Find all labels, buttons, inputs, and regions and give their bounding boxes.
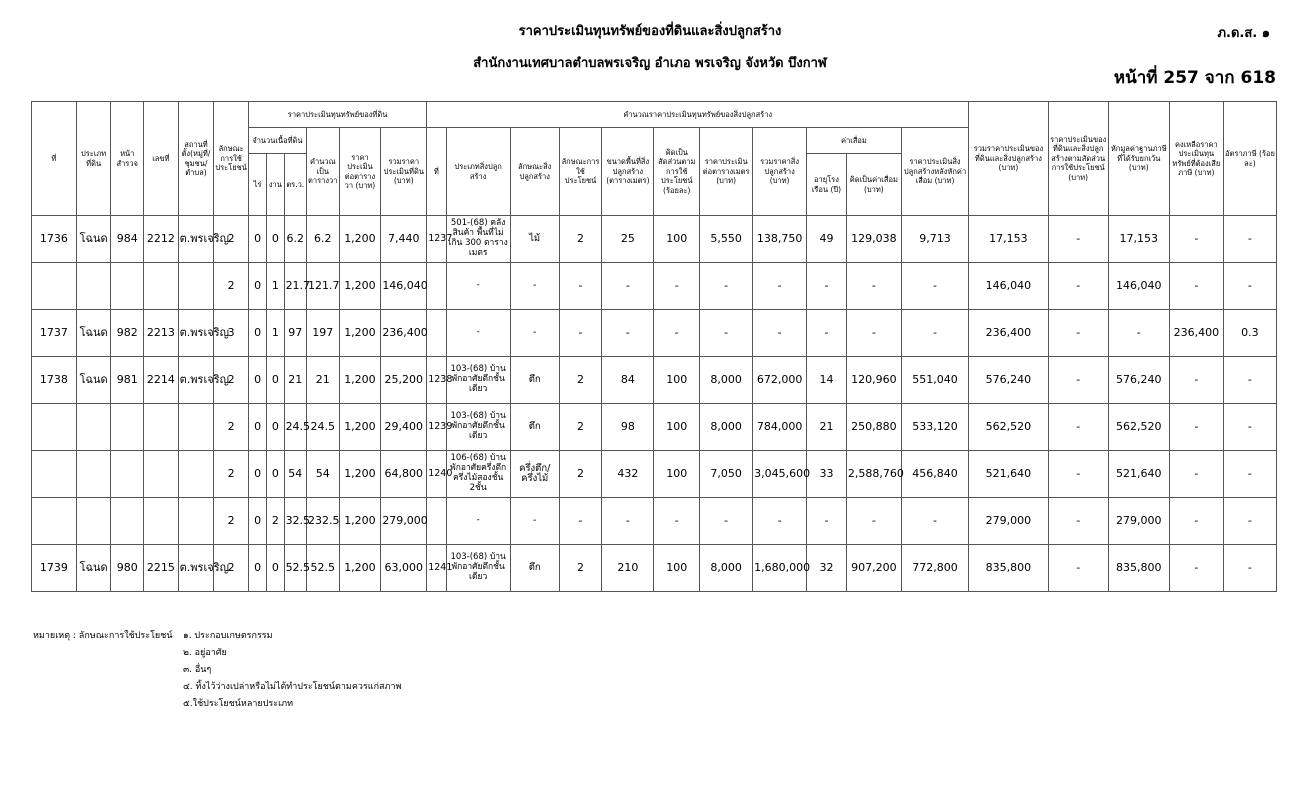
table-cell: 1: [267, 263, 284, 310]
col-b-use: ลักษณะการใช้ประโยชน์: [559, 128, 602, 216]
table-cell: -: [753, 498, 807, 545]
table-cell: 25: [602, 216, 654, 263]
table-cell: 1241: [427, 545, 446, 592]
table-cell: [178, 263, 214, 310]
table-cell: 2: [214, 263, 249, 310]
assessment-table: [31, 101, 1277, 592]
table-cell: 2214: [144, 357, 179, 404]
table-cell: 21: [284, 357, 306, 404]
table-cell: 24.5: [284, 404, 306, 451]
table-cell: 103-(68) บ้านพักอาศัยตึกชั้นเดียว: [446, 545, 510, 592]
subgroup-area: จำนวนเนื้อที่ดิน: [248, 128, 306, 154]
table-cell: [111, 263, 144, 310]
table-cell: ต.พรเจริญ: [178, 310, 214, 357]
table-cell: 0: [248, 216, 266, 263]
table-cell: -: [700, 498, 753, 545]
col-b-no: ที่: [427, 128, 446, 216]
table-cell: [178, 404, 214, 451]
table-cell: 1,200: [339, 545, 381, 592]
note-item: ๑. ประกอบเกษตรกรรม: [183, 631, 273, 641]
table-cell: 0: [248, 357, 266, 404]
table-cell: 52.5: [284, 545, 306, 592]
table-row: [32, 357, 1277, 404]
note-item: ๓. อื่นๆ: [183, 665, 212, 675]
table-cell: 1,200: [339, 263, 381, 310]
col-doc-type: ประเภทที่ดิน: [76, 102, 111, 216]
col-location: สถานที่ตั้ง(หมู่ที่/ชุมชน/ตำบล): [178, 102, 214, 216]
table-cell: 984: [111, 216, 144, 263]
table-cell: 8,000: [700, 545, 753, 592]
table-cell: 63,000: [381, 545, 427, 592]
group-land: ราคาประเมินทุนทรัพย์ของที่ดิน: [248, 102, 426, 128]
table-cell: 1238: [427, 357, 446, 404]
table-cell: [178, 498, 214, 545]
table-cell: 210: [602, 545, 654, 592]
table-cell: -: [1048, 357, 1108, 404]
col-b-ratio: คิดเป็นสัดส่วนตามการใช้ประโยชน์ (ร้อยละ): [654, 128, 700, 216]
notes-section: [33, 628, 401, 713]
table-cell: 2,588,760: [846, 451, 901, 498]
table-cell: 146,040: [969, 263, 1048, 310]
table-cell: 2: [559, 451, 602, 498]
table-cell: 0: [267, 357, 284, 404]
table-cell: 0: [248, 498, 266, 545]
table-cell: 29,400: [381, 404, 427, 451]
table-cell: -: [1223, 216, 1276, 263]
table-cell: 2212: [144, 216, 179, 263]
table-cell: 98: [602, 404, 654, 451]
table-cell: 521,640: [1108, 451, 1169, 498]
table-cell: 279,000: [381, 498, 427, 545]
table-cell: -: [753, 310, 807, 357]
table-cell: โฉนด: [76, 310, 111, 357]
table-cell: 21: [306, 357, 339, 404]
col-survey-page: หน้าสำรวจ: [111, 102, 144, 216]
table-cell: 835,800: [1108, 545, 1169, 592]
table-cell: [144, 498, 179, 545]
table-cell: 32.5: [284, 498, 306, 545]
table-cell: 49: [807, 216, 847, 263]
table-cell: 456,840: [901, 451, 968, 498]
table-cell: 982: [111, 310, 144, 357]
table-cell: 21: [807, 404, 847, 451]
table-cell: -: [1048, 451, 1108, 498]
notes-lead: หมายเหตุ : ลักษณะการใช้ประโยชน์: [33, 631, 173, 641]
table-cell: 1738: [32, 357, 77, 404]
table-cell: 1240: [427, 451, 446, 498]
col-b-area: ขนาดพื้นที่สิ่งปลูกสร้าง (ตารางเมตร): [602, 128, 654, 216]
table-cell: [76, 451, 111, 498]
col-doc-no: เลขที่: [144, 102, 179, 216]
table-cell: 8,000: [700, 357, 753, 404]
table-cell: [111, 451, 144, 498]
table-cell: -: [901, 310, 968, 357]
table-cell: 432: [602, 451, 654, 498]
table-cell: -: [1169, 357, 1223, 404]
col-exempt: หักมูลค่าฐานภาษีที่ได้รับยกเว้น (บาท): [1108, 102, 1169, 216]
table-cell: [76, 263, 111, 310]
table-cell: 2213: [144, 310, 179, 357]
table-cell: 21.7: [284, 263, 306, 310]
table-cell: [427, 498, 446, 545]
table-cell: 981: [111, 357, 144, 404]
table-cell: 0: [267, 404, 284, 451]
table-cell: 97: [284, 310, 306, 357]
table-cell: 279,000: [1108, 498, 1169, 545]
col-b-total: รวมราคาสิ่งปลูกสร้าง (บาท): [753, 128, 807, 216]
table-cell: 17,153: [1108, 216, 1169, 263]
col-b-age: อายุโรงเรือน (ปี): [807, 154, 847, 216]
table-cell: 0: [248, 310, 266, 357]
table-cell: 24.5: [306, 404, 339, 451]
table-cell: ต.พรเจริญ: [178, 545, 214, 592]
table-cell: 2: [214, 357, 249, 404]
col-b-depr: คิดเป็นค่าเสื่อม (บาท): [846, 154, 901, 216]
table-cell: -: [700, 310, 753, 357]
table-cell: 3: [214, 310, 249, 357]
subgroup-depreciation: ค่าเสื่อม: [807, 128, 902, 154]
table-cell: 33: [807, 451, 847, 498]
col-rai: ไร่: [248, 154, 266, 216]
table-cell: -: [1169, 498, 1223, 545]
table-cell: 138,750: [753, 216, 807, 263]
col-no: ที่: [32, 102, 77, 216]
table-cell: -: [446, 310, 510, 357]
table-cell: -: [807, 263, 847, 310]
table-cell: 103-(68) บ้านพักอาศัยตึกชั้นเดียว: [446, 404, 510, 451]
table-cell: 1,200: [339, 357, 381, 404]
table-cell: 2: [214, 216, 249, 263]
table-cell: 120,960: [846, 357, 901, 404]
table-cell: -: [602, 263, 654, 310]
table-cell: 232.5: [306, 498, 339, 545]
table-cell: 2: [214, 404, 249, 451]
table-cell: [144, 451, 179, 498]
table-cell: 2: [214, 498, 249, 545]
col-tax-rate: อัตราภาษี (ร้อยละ): [1223, 102, 1276, 216]
page-indicator: หน้าที่ 257 จาก 618: [1113, 68, 1276, 88]
table-cell: 7,440: [381, 216, 427, 263]
table-cell: ไม้: [510, 216, 559, 263]
table-cell: 146,040: [381, 263, 427, 310]
table-cell: -: [654, 498, 700, 545]
table-cell: 7,050: [700, 451, 753, 498]
table-cell: 121.7: [306, 263, 339, 310]
table-cell: -: [559, 310, 602, 357]
table-cell: 1737: [32, 310, 77, 357]
group-building: คำนวณราคาประเมินทุนทรัพย์ของสิ่งปลูกสร้าง: [427, 102, 969, 128]
table-cell: ต.พรเจริญ: [178, 357, 214, 404]
table-cell: 9,713: [901, 216, 968, 263]
table-cell: 100: [654, 404, 700, 451]
table-cell: -: [1223, 263, 1276, 310]
table-cell: 236,400: [1169, 310, 1223, 357]
table-cell: 1239: [427, 404, 446, 451]
table-cell: 1,200: [339, 404, 381, 451]
table-cell: -: [1169, 216, 1223, 263]
col-land-total: รวมราคาประเมินที่ดิน (บาท): [381, 128, 427, 216]
table-cell: 1736: [32, 216, 77, 263]
table-cell: 25,200: [381, 357, 427, 404]
table-row: [32, 404, 1277, 451]
col-ratio-value: ราคาประเมินของที่ดินและสิ่งปลูกสร้างตามสัดส่วนการใช้ประโยชน์ (บาท): [1048, 102, 1108, 216]
table-cell: 250,880: [846, 404, 901, 451]
table-cell: -: [846, 263, 901, 310]
table-cell: ครึ่งตึก/ครึ่งไม้: [510, 451, 559, 498]
table-cell: 1739: [32, 545, 77, 592]
table-cell: 2: [559, 545, 602, 592]
table-cell: 0: [267, 216, 284, 263]
note-item: ๔. ทิ้งไว้ว่างเปล่าหรือไม่ได้ทำประโยชน์ตามควรแก่สภาพ: [183, 682, 402, 692]
table-cell: 772,800: [901, 545, 968, 592]
table-cell: -: [602, 498, 654, 545]
table-cell: 106-(68) บ้านพักอาศัยครึ่งตึกครึ่งไม้สองชั้น 2ชั้น: [446, 451, 510, 498]
table-cell: 103-(68) บ้านพักอาศัยตึกชั้นเดียว: [446, 357, 510, 404]
table-cell: 129,038: [846, 216, 901, 263]
table-cell: -: [901, 498, 968, 545]
table-cell: 0: [248, 404, 266, 451]
table-cell: โฉนด: [76, 357, 111, 404]
table-cell: 52.5: [306, 545, 339, 592]
table-cell: 100: [654, 545, 700, 592]
table-cell: 1,200: [339, 216, 381, 263]
table-cell: 1: [267, 310, 284, 357]
col-b-kind: ลักษณะสิ่งปลูกสร้าง: [510, 128, 559, 216]
table-cell: -: [446, 263, 510, 310]
table-cell: [76, 404, 111, 451]
table-cell: -: [559, 498, 602, 545]
table-cell: -: [807, 498, 847, 545]
table-cell: -: [846, 498, 901, 545]
table-cell: 835,800: [969, 545, 1048, 592]
col-ngan: งาน: [267, 154, 284, 216]
table-cell: 5,550: [700, 216, 753, 263]
table-row: [32, 498, 1277, 545]
table-cell: 533,120: [901, 404, 968, 451]
table-cell: 0: [267, 545, 284, 592]
table-cell: 100: [654, 357, 700, 404]
table-cell: 84: [602, 357, 654, 404]
note-item: ๒. อยู่อาศัย: [183, 648, 227, 658]
table-cell: [144, 404, 179, 451]
table-cell: 54: [284, 451, 306, 498]
col-land-use: ลักษณะการใช้ประโยชน์: [214, 102, 249, 216]
table-cell: 576,240: [969, 357, 1048, 404]
table-cell: -: [1048, 404, 1108, 451]
document-title: ราคาประเมินทุนทรัพย์ของที่ดินและสิ่งปลูกสร้าง: [518, 24, 782, 39]
table-row: [32, 216, 1277, 263]
table-cell: ตึก: [510, 404, 559, 451]
table-cell: -: [1223, 498, 1276, 545]
table-cell: 1237: [427, 216, 446, 263]
table-cell: 64,800: [381, 451, 427, 498]
table-cell: -: [1048, 263, 1108, 310]
col-sq-wa: ตร.ว.: [284, 154, 306, 216]
table-cell: -: [1169, 404, 1223, 451]
table-cell: 2: [559, 404, 602, 451]
table-cell: [427, 263, 446, 310]
table-cell: ตึก: [510, 545, 559, 592]
table-cell: -: [1048, 216, 1108, 263]
table-cell: 100: [654, 216, 700, 263]
table-cell: 146,040: [1108, 263, 1169, 310]
table-cell: 551,040: [901, 357, 968, 404]
table-cell: [32, 498, 77, 545]
table-cell: 1,680,000: [753, 545, 807, 592]
table-row: [32, 310, 1277, 357]
table-cell: 1,200: [339, 310, 381, 357]
table-cell: -: [846, 310, 901, 357]
table-cell: 197: [306, 310, 339, 357]
table-cell: -: [654, 263, 700, 310]
table-cell: 980: [111, 545, 144, 592]
table-cell: -: [753, 263, 807, 310]
table-cell: -: [1108, 310, 1169, 357]
table-cell: -: [1048, 498, 1108, 545]
table-cell: 32: [807, 545, 847, 592]
table-cell: 672,000: [753, 357, 807, 404]
table-cell: 17,153: [969, 216, 1048, 263]
table-cell: [76, 498, 111, 545]
table-cell: 521,640: [969, 451, 1048, 498]
table-cell: [32, 404, 77, 451]
col-price-per-wa: ราคาประเมินต่อตารางวา (บาท): [339, 128, 381, 216]
office-name: สำนักงานเทศบาลตำบลพรเจริญ อำเภอ พรเจริญ จังหวัด บึงกาฬ: [473, 56, 827, 71]
table-cell: -: [1223, 404, 1276, 451]
table-cell: [111, 404, 144, 451]
table-cell: [111, 498, 144, 545]
table-row: [32, 263, 1277, 310]
table-cell: 236,400: [381, 310, 427, 357]
table-cell: -: [1223, 357, 1276, 404]
table-cell: [178, 451, 214, 498]
table-cell: 14: [807, 357, 847, 404]
table-cell: -: [901, 263, 968, 310]
table-cell: 576,240: [1108, 357, 1169, 404]
table-cell: 2: [559, 216, 602, 263]
table-cell: 54: [306, 451, 339, 498]
table-cell: 0.3: [1223, 310, 1276, 357]
table-cell: -: [510, 310, 559, 357]
table-cell: -: [1169, 545, 1223, 592]
table-cell: [32, 451, 77, 498]
col-taxable: คงเหลือราคาประเมินทุนทรัพย์ที่ต้องเสียภาษี (บาท): [1169, 102, 1223, 216]
table-cell: -: [1223, 545, 1276, 592]
table-cell: 2: [214, 545, 249, 592]
table-cell: 562,520: [1108, 404, 1169, 451]
table-cell: -: [807, 310, 847, 357]
table-cell: -: [700, 263, 753, 310]
table-cell: 3,045,600: [753, 451, 807, 498]
table-cell: ต.พรเจริญ: [178, 216, 214, 263]
table-cell: -: [1048, 545, 1108, 592]
table-cell: 2215: [144, 545, 179, 592]
table-cell: -: [1223, 451, 1276, 498]
table-cell: [427, 310, 446, 357]
table-row: [32, 545, 1277, 592]
table-cell: -: [510, 263, 559, 310]
table-cell: 100: [654, 451, 700, 498]
table-cell: 0: [267, 451, 284, 498]
table-cell: 501-(68) คลังสินค้า พื้นที่ไม่เกิน 300 ตารางเมตร: [446, 216, 510, 263]
table-cell: 0: [248, 263, 266, 310]
table-cell: 236,400: [969, 310, 1048, 357]
table-cell: -: [1169, 263, 1223, 310]
table-cell: -: [446, 498, 510, 545]
table-cell: -: [559, 263, 602, 310]
form-code: ภ.ด.ส. ๑: [1217, 26, 1270, 41]
table-cell: 6.2: [284, 216, 306, 263]
col-sum-total: รวมราคาประเมินของที่ดินและสิ่งปลูกสร้าง (บาท): [969, 102, 1048, 216]
table-cell: [32, 263, 77, 310]
table-cell: 1,200: [339, 451, 381, 498]
table-cell: -: [510, 498, 559, 545]
table-cell: 6.2: [306, 216, 339, 263]
table-cell: 279,000: [969, 498, 1048, 545]
table-cell: 0: [248, 545, 266, 592]
table-cell: ตึก: [510, 357, 559, 404]
table-cell: [144, 263, 179, 310]
table-cell: 8,000: [700, 404, 753, 451]
table-cell: -: [602, 310, 654, 357]
table-cell: โฉนด: [76, 545, 111, 592]
table-cell: โฉนด: [76, 216, 111, 263]
table-body: [32, 216, 1277, 592]
table-cell: 2: [267, 498, 284, 545]
table-cell: 562,520: [969, 404, 1048, 451]
note-item: ๕.ใช้ประโยชน์หลายประเภท: [183, 699, 294, 709]
table-cell: 784,000: [753, 404, 807, 451]
table-cell: 1,200: [339, 498, 381, 545]
table-cell: 907,200: [846, 545, 901, 592]
col-b-price-sqm: ราคาประเมินต่อตารางเมตร (บาท): [700, 128, 753, 216]
table-cell: -: [1169, 451, 1223, 498]
col-total-wa: คำนวณเป็นตารางวา: [306, 128, 339, 216]
table-cell: -: [654, 310, 700, 357]
table-cell: 2: [214, 451, 249, 498]
col-b-type: ประเภทสิ่งปลูกสร้าง: [446, 128, 510, 216]
table-cell: 2: [559, 357, 602, 404]
col-b-after-depr: ราคาประเมินสิ่งปลูกสร้างหลังหักค่าเสื่อม (บาท): [901, 128, 968, 216]
table-cell: 0: [248, 451, 266, 498]
table-row: [32, 451, 1277, 498]
table-cell: -: [1048, 310, 1108, 357]
